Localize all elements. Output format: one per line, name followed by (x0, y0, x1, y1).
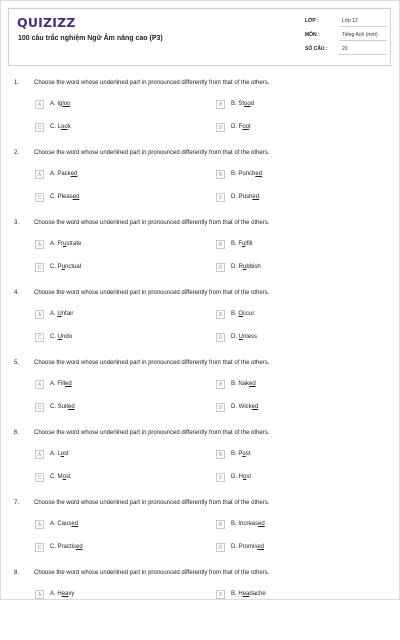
option-label (231, 194, 259, 200)
option-text-pre: Promis (238, 544, 258, 550)
option-letter-box: D (216, 123, 225, 132)
option-prefix: A. (50, 591, 58, 597)
option-underlined-part: ed (71, 521, 79, 527)
option-prefix: A. (50, 171, 58, 177)
option-underlined-part: ea (61, 591, 69, 597)
option-letter-box: D (216, 403, 225, 412)
option-underlined-part: U (238, 334, 244, 340)
option-text-post: lfill (245, 241, 253, 247)
option-underlined-part: O (238, 311, 244, 317)
option-letter-box: D (216, 263, 225, 272)
option-label (50, 544, 83, 550)
option-underlined-part: ed (76, 544, 83, 550)
question-item (0, 220, 400, 290)
question-number: 7. (14, 500, 20, 506)
option-underlined-part: o (243, 474, 247, 480)
question-text: Choose the word whose underlined part in pronounced differently from that of the others. (34, 220, 270, 226)
quizizz-logo: QUIZIZZ (17, 15, 76, 30)
option-letter-box: D (216, 333, 225, 342)
option-letter-box: A (35, 310, 44, 319)
option-letter-box: A (35, 240, 44, 249)
option-text-post: st (245, 451, 251, 457)
option-prefix: B. (231, 521, 239, 527)
option-label (231, 404, 258, 410)
option-letter-box: B (216, 380, 225, 389)
question-number: 3. (14, 220, 20, 226)
option-underlined-part: o (242, 451, 246, 457)
option-prefix: C. (50, 264, 58, 270)
option-letter-box: A (35, 520, 44, 529)
option-label (50, 474, 71, 480)
option-label (231, 124, 251, 130)
option-underlined-part: ed (70, 171, 78, 177)
option-text-pre: H (238, 474, 244, 480)
option-prefix: C. (50, 544, 58, 550)
option-label (231, 264, 261, 270)
option-letter-box: A (35, 380, 44, 389)
option-prefix: B. (231, 171, 239, 177)
option-label (50, 101, 70, 107)
meta-value-count: 20 (342, 46, 348, 52)
option-label (50, 451, 69, 457)
option-prefix: B. (231, 451, 239, 457)
option-prefix: A. (50, 311, 58, 317)
option-text-pre: St (238, 101, 245, 107)
question-text: Choose the word whose underlined part in pronounced differently from that of the others. (34, 500, 270, 506)
option-text-pre: Caus (57, 521, 72, 527)
option-underlined-part: oo (61, 124, 68, 130)
option-text-post: k (67, 124, 71, 130)
option-prefix: D. (231, 334, 239, 340)
option-letter-box: B (216, 240, 225, 249)
option-text-pre: Wick (238, 404, 252, 410)
option-label (231, 311, 254, 317)
option-text-post: strate (66, 241, 82, 247)
option-text-post: bbish (246, 264, 261, 270)
option-letter-box: D (216, 473, 225, 482)
option-letter-box: C (35, 473, 44, 482)
option-text-post: st (246, 474, 252, 480)
option-underlined-part: ed (68, 404, 75, 410)
option-label (231, 101, 254, 107)
option-label (50, 194, 79, 200)
option-label (231, 171, 262, 177)
option-letter-box: A (35, 100, 44, 109)
option-text-pre: Nak (238, 381, 250, 387)
option-text-post: ccur (243, 311, 255, 317)
option-label (231, 544, 264, 550)
option-underlined-part: oo (242, 124, 250, 130)
option-letter-box: C (35, 403, 44, 412)
option-letter-box: B (216, 590, 225, 599)
question-item (0, 150, 400, 220)
option-prefix: A. (50, 241, 58, 247)
option-text-pre: L (57, 124, 62, 130)
option-prefix: B. (231, 381, 239, 387)
option-text-pre: Ig (57, 101, 63, 107)
question-text: Choose the word whose underlined part in pronounced differently from that of the others. (34, 430, 270, 436)
option-label (231, 521, 265, 527)
option-text-post: d (250, 101, 255, 107)
meta-label-count: SỐ CÂU : (305, 46, 328, 52)
option-text-post: st (64, 451, 69, 457)
option-label (231, 241, 252, 247)
question-number: 8. (14, 570, 20, 576)
worksheet-title: 100 câu trắc nghiệm Ngữ Âm nâng cao (P3) (18, 35, 163, 42)
option-text-pre: Increas (238, 521, 259, 527)
option-letter-box: C (35, 543, 44, 552)
option-prefix: D. (231, 194, 239, 200)
question-item (0, 430, 400, 500)
option-label (231, 451, 250, 457)
question-text: Choose the word whose underlined part in pronounced differently from that of the others. (34, 360, 270, 366)
option-letter-box: B (216, 520, 225, 529)
option-underlined-part: ed (249, 381, 256, 387)
option-text-pre: M (57, 474, 63, 480)
option-text-post: nless (243, 334, 258, 340)
option-letter-box: C (35, 333, 44, 342)
option-letter-box: C (35, 263, 44, 272)
option-label (50, 334, 72, 340)
option-prefix: C. (50, 194, 58, 200)
option-text-pre: Push (238, 194, 253, 200)
option-text-post: vy (68, 591, 75, 597)
meta-value-class: Lớp 12 (342, 18, 358, 24)
meta-value-subject: Tiếng Anh (mới) (342, 32, 378, 38)
option-text-post: dache (249, 591, 266, 597)
option-letter-box: A (35, 170, 44, 179)
option-text-pre: R (238, 264, 244, 270)
option-letter-box: B (216, 450, 225, 459)
option-letter-box: C (35, 123, 44, 132)
option-label (50, 171, 77, 177)
option-underlined-part: ed (251, 404, 259, 410)
option-prefix: B. (231, 101, 239, 107)
option-text-pre: Fill (57, 381, 66, 387)
option-label (50, 264, 81, 270)
option-label (231, 591, 266, 597)
option-text-pre: Pleas (57, 194, 73, 200)
option-prefix: C. (50, 334, 58, 340)
worksheet-header (8, 8, 391, 66)
option-letter-box: D (216, 543, 225, 552)
option-prefix: A. (50, 381, 58, 387)
option-label (50, 404, 75, 410)
meta-divider (339, 40, 387, 41)
question-number: 5. (14, 360, 20, 366)
option-prefix: D. (231, 544, 239, 550)
option-label (50, 241, 81, 247)
option-prefix: C. (50, 124, 58, 130)
option-letter-box: A (35, 590, 44, 599)
option-text-post: nctual (65, 264, 82, 270)
question-text: Choose the word whose underlined part in pronounced differently from that of the others. (34, 570, 270, 576)
option-prefix: B. (231, 311, 239, 317)
question-item (0, 570, 400, 640)
option-underlined-part: ed (257, 544, 265, 550)
option-prefix: C. (50, 474, 58, 480)
option-prefix: A. (50, 521, 58, 527)
question-number: 6. (14, 430, 20, 436)
option-prefix: D. (231, 404, 239, 410)
option-prefix: A. (50, 451, 58, 457)
option-underlined-part: oo (244, 101, 251, 107)
question-item (0, 500, 400, 570)
option-underlined-part: loo (62, 101, 71, 107)
option-label (50, 311, 73, 317)
question-text: Choose the word whose underlined part in pronounced differently from that of the others. (34, 80, 270, 86)
option-text-post: ndo (62, 334, 73, 340)
option-underlined-part: U (57, 311, 62, 317)
option-label (50, 521, 78, 527)
option-text-post: nfair (61, 311, 74, 317)
option-text-post: t (249, 124, 251, 130)
option-label (231, 474, 251, 480)
option-letter-box: D (216, 193, 225, 202)
option-underlined-part: ed (252, 194, 260, 200)
option-underlined-part: U (57, 334, 63, 340)
question-item (0, 290, 400, 360)
option-label (231, 381, 256, 387)
option-label (50, 381, 72, 387)
option-text-pre: H (238, 591, 243, 597)
option-underlined-part: u (242, 241, 246, 247)
option-underlined-part: u (63, 241, 67, 247)
option-underlined-part: ed (255, 171, 263, 177)
option-text-pre: F (238, 241, 243, 247)
option-prefix: B. (231, 591, 239, 597)
question-number: 4. (14, 290, 20, 296)
option-text-pre: Pack (57, 171, 71, 177)
option-text-pre: P (57, 264, 62, 270)
question-text: Choose the word whose underlined part in pronounced differently from that of the others. (34, 150, 270, 156)
question-item (0, 80, 400, 150)
option-underlined-part: u (243, 264, 247, 270)
meta-label-subject: MÔN : (305, 32, 320, 38)
option-label (50, 591, 74, 597)
question-text: Choose the word whose underlined part in pronounced differently from that of the others. (34, 290, 270, 296)
option-prefix: B. (231, 241, 239, 247)
question-item (0, 360, 400, 430)
option-underlined-part: o (62, 474, 67, 480)
option-label (231, 334, 257, 340)
option-letter-box: A (35, 450, 44, 459)
option-text-pre: F (238, 124, 243, 130)
option-underlined-part: ed (72, 194, 80, 200)
meta-divider (339, 54, 387, 55)
option-label (50, 124, 71, 130)
option-underlined-part: ea (242, 591, 250, 597)
option-text-pre: Fr (57, 241, 64, 247)
option-prefix: D. (231, 124, 239, 130)
option-prefix: D. (231, 264, 239, 270)
option-text-pre: Practis (57, 544, 77, 550)
option-prefix: D. (231, 474, 239, 480)
option-underlined-part: u (61, 264, 66, 270)
option-text-pre: H (57, 591, 62, 597)
option-letter-box: B (216, 170, 225, 179)
option-letter-box: B (216, 100, 225, 109)
question-number: 1. (14, 80, 20, 86)
option-text-pre: P (238, 451, 243, 457)
meta-divider (339, 26, 387, 27)
option-text-post: st (66, 474, 71, 480)
option-text-pre: Punch (238, 171, 256, 177)
option-letter-box: B (216, 310, 225, 319)
question-number: 2. (14, 150, 20, 156)
option-prefix: A. (50, 101, 58, 107)
option-letter-box: C (35, 193, 44, 202)
meta-label-class: LỚP : (305, 18, 319, 24)
option-underlined-part: o (60, 451, 65, 457)
option-underlined-part: ed (258, 521, 265, 527)
option-text-pre: L (57, 451, 61, 457)
option-prefix: C. (50, 404, 58, 410)
option-text-pre: Suit (57, 404, 69, 410)
option-underlined-part: ed (65, 381, 72, 387)
